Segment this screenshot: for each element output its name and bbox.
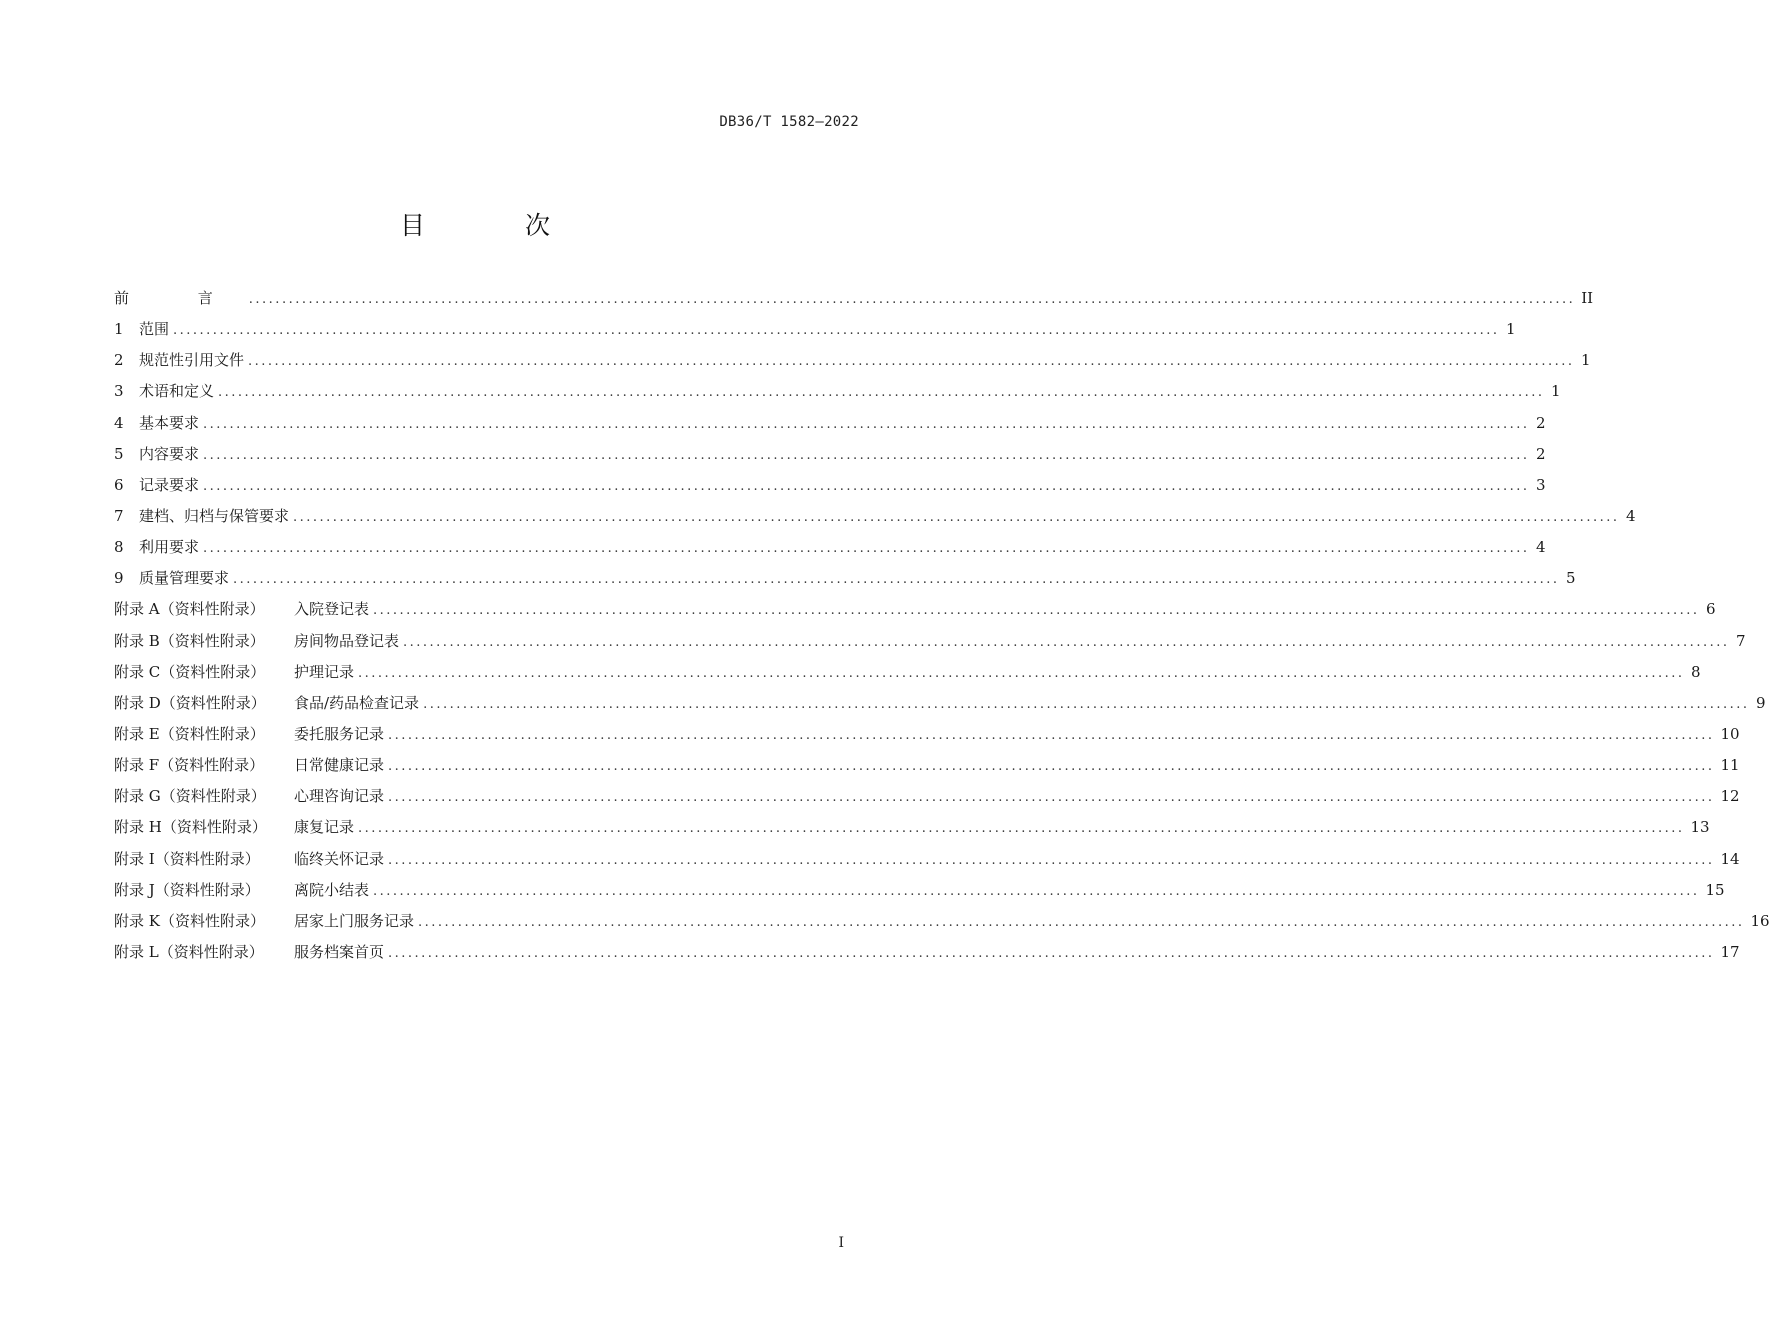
toc-leader-dots: ........................................................................................................................................................................................................ [233, 572, 1560, 588]
toc-leader-dots: ........................................................................................................................................................................................................ [418, 914, 1745, 930]
toc-entry-title: 建档、归档与保管要求 [139, 506, 290, 525]
toc-entry-title: 质量管理要求 [139, 569, 230, 588]
toc-leader-dots: ........................................................................................................................................................................................................ [203, 478, 1530, 494]
toc-entry-page: 9 [1755, 693, 1766, 712]
toc-appendix-label: 附录 B（资料性附录） [114, 631, 265, 650]
toc-entry[interactable] [114, 629, 1746, 660]
toc-leader-dots: ........................................................................................................................................................................................................ [218, 385, 1545, 401]
toc-entry-page: 1 [1580, 351, 1591, 370]
toc-entry[interactable] [114, 566, 1576, 597]
toc-leader-dots: ........................................................................................................................................................................................................ [203, 447, 1530, 463]
toc-entry-page: 8 [1690, 662, 1701, 681]
toc-entry-title: 房间物品登记表 [294, 631, 400, 650]
toc-entry-title: 入院登记表 [294, 600, 370, 619]
toc-entry[interactable] [114, 815, 1710, 846]
toc-entry[interactable] [114, 442, 1546, 473]
toc-appendix-label: 附录 A（资料性附录） [114, 600, 265, 619]
toc-entry[interactable] [114, 317, 1516, 348]
toc-entry-title: 基本要求 [139, 413, 200, 432]
toc-entry-title: 临终关怀记录 [294, 849, 385, 868]
toc-appendix-label: 附录 H（资料性附录） [114, 818, 267, 837]
toc-entry[interactable] [114, 597, 1716, 628]
document-code: DB36/T 1582—2022 [719, 114, 859, 130]
toc-appendix-label: 附录 J（资料性附录） [114, 880, 260, 899]
toc-leader-dots: ........................................................................................................................................................................................................ [173, 323, 1500, 339]
toc-entry-page: 15 [1705, 880, 1725, 899]
toc-entry-title: 内容要求 [139, 444, 200, 463]
toc-entry-title: 服务档案首页 [294, 942, 385, 961]
toc-entry-title: 前 言 [114, 289, 245, 307]
toc-entry-title: 术语和定义 [139, 382, 215, 401]
toc-entry-page: 2 [1535, 413, 1546, 432]
toc-leader-dots: ........................................................................................................................................................................................................ [373, 603, 1700, 619]
toc-entry-number: 2 [114, 351, 124, 370]
toc-entry-title: 食品/药品检查记录 [294, 693, 420, 712]
toc-leader-dots: ........................................................................................................................................................................................................ [248, 292, 1576, 307]
toc-leader-dots: ........................................................................................................................................................................................................ [388, 727, 1715, 743]
toc-entry-page: 16 [1750, 911, 1770, 930]
toc-entry-title: 记录要求 [139, 475, 200, 494]
toc-entry-page: 2 [1535, 444, 1546, 463]
toc-entry-number: 9 [114, 569, 124, 588]
toc-entry-page: 7 [1735, 631, 1746, 650]
toc-entry-page: II [1581, 289, 1594, 307]
toc-leader-dots: ........................................................................................................................................................................................................ [388, 945, 1715, 961]
toc-entry[interactable] [114, 784, 1740, 815]
toc-entry[interactable] [114, 660, 1701, 691]
toc-leader-dots: ........................................................................................................................................................................................................ [203, 541, 1530, 557]
toc-leader-dots: ........................................................................................................................................................................................................ [423, 696, 1750, 712]
toc-entry-title: 委托服务记录 [294, 724, 385, 743]
toc-entry[interactable] [114, 753, 1740, 784]
toc-entry[interactable] [114, 909, 1770, 940]
toc-entry[interactable] [114, 504, 1636, 535]
toc-entry-number: 7 [114, 506, 124, 525]
toc-appendix-label: 附录 L（资料性附录） [114, 942, 264, 961]
toc-leader-dots: ........................................................................................................................................................................................................ [388, 852, 1715, 868]
toc-entry-title: 利用要求 [139, 538, 200, 557]
table-of-contents [114, 286, 1770, 971]
toc-entry-page: 14 [1720, 849, 1740, 868]
page-number: I [838, 1235, 844, 1251]
toc-entry-page: 1 [1550, 382, 1561, 401]
toc-entry-title: 康复记录 [294, 818, 355, 837]
toc-entry[interactable] [114, 473, 1546, 504]
toc-appendix-label: 附录 D（资料性附录） [114, 693, 266, 712]
toc-entry[interactable] [114, 286, 1594, 317]
toc-leader-dots: ........................................................................................................................................................................................................ [388, 790, 1715, 806]
toc-entry[interactable] [114, 379, 1561, 410]
toc-entry-page: 6 [1705, 600, 1716, 619]
toc-entry-page: 13 [1690, 818, 1710, 837]
toc-entry-title: 居家上门服务记录 [294, 911, 415, 930]
toc-entry[interactable] [114, 847, 1740, 878]
toc-entry-number: 1 [114, 320, 124, 339]
toc-entry-title: 心理咨询记录 [294, 787, 385, 806]
toc-entry-page: 12 [1720, 787, 1740, 806]
toc-leader-dots: ........................................................................................................................................................................................................ [388, 759, 1715, 775]
toc-leader-dots: ........................................................................................................................................................................................................ [203, 416, 1530, 432]
toc-entry-page: 17 [1720, 942, 1740, 961]
toc-entry-page: 11 [1720, 756, 1740, 775]
toc-leader-dots: ........................................................................................................................................................................................................ [358, 665, 1685, 681]
toc-entry-page: 4 [1625, 506, 1636, 525]
toc-appendix-label: 附录 E（资料性附录） [114, 724, 265, 743]
toc-entry[interactable] [114, 691, 1766, 722]
toc-entry[interactable] [114, 940, 1740, 971]
toc-leader-dots: ........................................................................................................................................................................................................ [373, 883, 1700, 899]
toc-entry-number: 8 [114, 538, 124, 557]
toc-entry-title: 日常健康记录 [294, 756, 385, 775]
toc-entry-title: 范围 [139, 320, 170, 339]
toc-entry[interactable] [114, 348, 1591, 379]
toc-leader-dots: ........................................................................................................................................................................................................ [403, 634, 1730, 650]
toc-entry-page: 10 [1720, 724, 1740, 743]
toc-entry-number: 6 [114, 475, 124, 494]
toc-entry-number: 4 [114, 413, 124, 432]
toc-entry[interactable] [114, 411, 1546, 442]
toc-entry-title: 护理记录 [294, 662, 355, 681]
toc-appendix-label: 附录 G（资料性附录） [114, 787, 266, 806]
toc-entry-page: 4 [1535, 538, 1546, 557]
toc-entry[interactable] [114, 535, 1546, 566]
toc-appendix-label: 附录 C（资料性附录） [114, 662, 266, 681]
toc-leader-dots: ........................................................................................................................................................................................................ [248, 354, 1575, 370]
toc-appendix-label: 附录 K（资料性附录） [114, 911, 265, 930]
toc-entry-title: 离院小结表 [294, 880, 370, 899]
toc-entry-number: 3 [114, 382, 124, 401]
toc-entry[interactable] [114, 722, 1740, 753]
toc-entry-page: 3 [1535, 475, 1546, 494]
toc-entry-page: 1 [1505, 320, 1516, 339]
toc-entry-number: 5 [114, 444, 124, 463]
toc-entry-title: 规范性引用文件 [139, 351, 245, 370]
toc-entry[interactable] [114, 878, 1725, 909]
toc-appendix-label: 附录 I（资料性附录） [114, 849, 260, 868]
toc-leader-dots: ........................................................................................................................................................................................................ [293, 509, 1620, 525]
toc-title: 目 次 [400, 211, 596, 240]
toc-leader-dots: ........................................................................................................................................................................................................ [358, 821, 1685, 837]
toc-appendix-label: 附录 F（资料性附录） [114, 756, 265, 775]
toc-entry-page: 5 [1565, 569, 1576, 588]
